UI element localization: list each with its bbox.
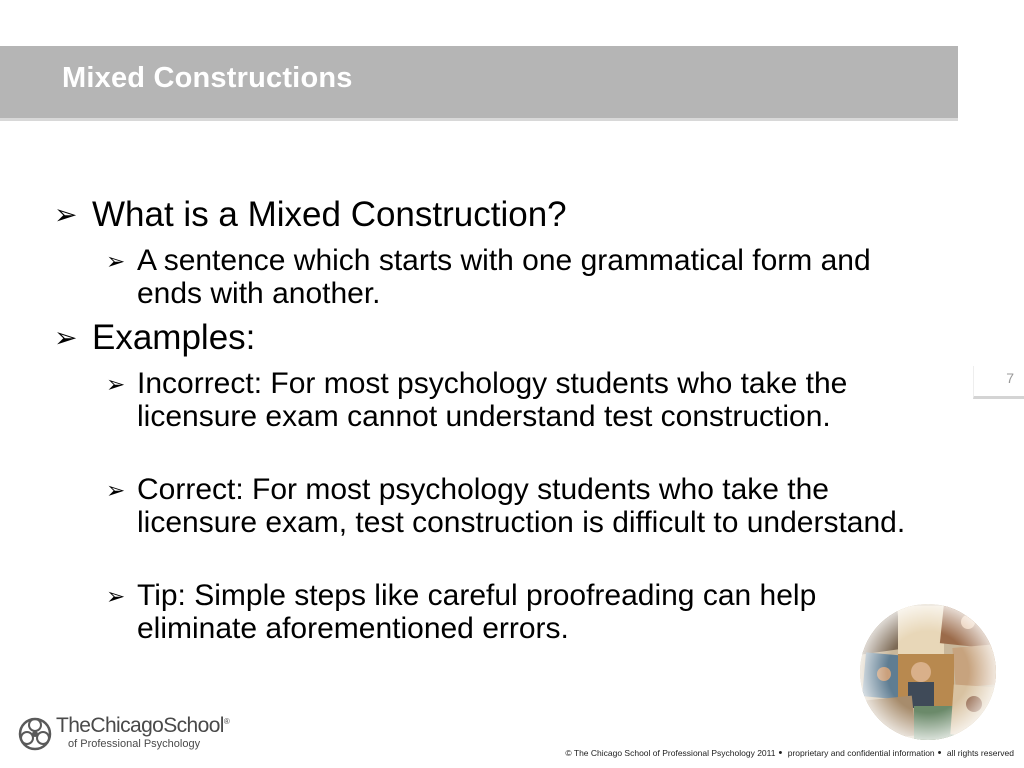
sub-bullet-correct: [106, 474, 916, 539]
sub-bullet-text: Tip: Simple steps like careful proofreading can help eliminate aforementioned errors.: [137, 579, 817, 645]
footer-confidential: proprietary and confidential information: [787, 748, 935, 758]
bullet-question: [54, 197, 567, 233]
sub-bullet-definition: [106, 245, 916, 310]
photo-collage-image: [858, 602, 998, 742]
sub-bullet-text: Incorrect: For most psychology students who take the licensure exam cannot understand test construction.: [137, 367, 848, 433]
logo-emblem-icon: [18, 714, 54, 754]
sub-bullet-tip: [106, 580, 916, 645]
footer-separator: •: [937, 747, 942, 759]
footer-copyright: © The Chicago School of Professional Psychology 2011: [565, 748, 776, 758]
sub-bullet-incorrect: [106, 368, 916, 433]
bullet-examples: [54, 320, 255, 356]
arrow-bullet-icon: ➢: [106, 477, 126, 503]
bullet-text: What is a Mixed Construction?: [92, 195, 567, 234]
footer-rights: all rights reserved: [946, 748, 1014, 758]
page-number: 7: [973, 366, 1024, 399]
arrow-bullet-icon: ➢: [54, 199, 78, 230]
sub-bullet-text: A sentence which starts with one grammatical form and ends with another.: [137, 244, 871, 310]
arrow-bullet-icon: ➢: [106, 583, 126, 609]
arrow-bullet-icon: ➢: [106, 248, 126, 274]
arrow-bullet-icon: ➢: [106, 371, 126, 397]
school-logo: [18, 712, 230, 756]
arrow-bullet-icon: ➢: [54, 322, 78, 353]
sub-bullet-text: Correct: For most psychology students who take the licensure exam, test construction is difficult to understand.: [137, 473, 906, 539]
logo-name: TheChicagoSchool®: [56, 714, 230, 737]
footer-separator: •: [778, 747, 783, 759]
logo-subtitle: of Professional Psychology: [68, 738, 201, 750]
bullet-text: Examples:: [92, 318, 256, 357]
slide-title: Mixed Constructions: [62, 62, 353, 94]
footer: [565, 747, 1014, 759]
